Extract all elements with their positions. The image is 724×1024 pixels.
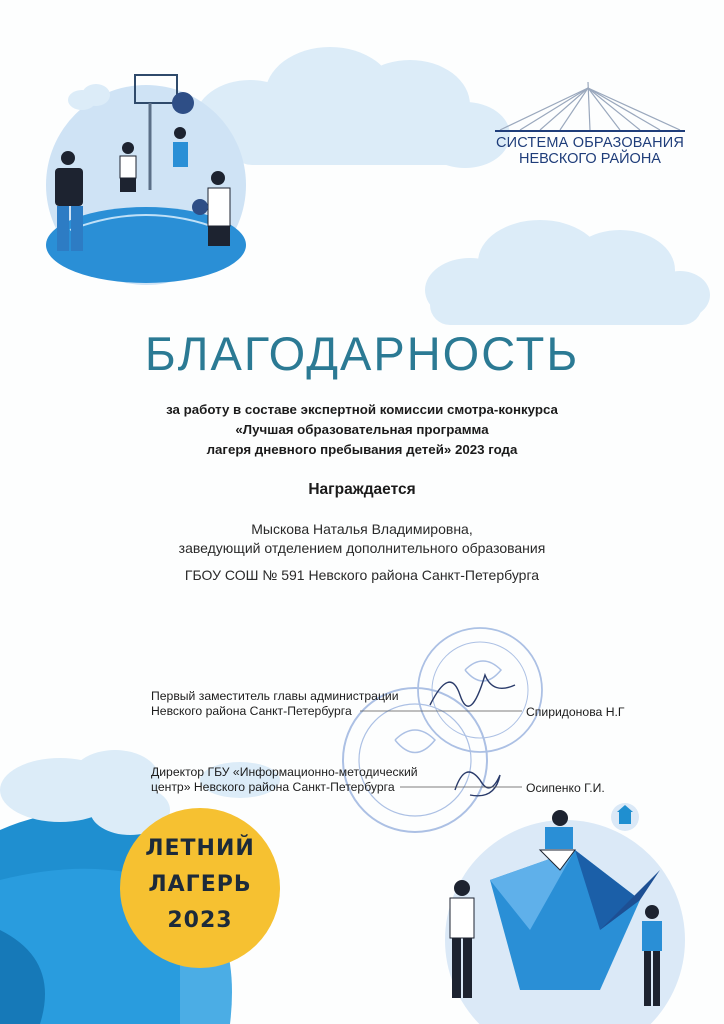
recipient-name: Мыскова Наталья Владимировна, xyxy=(251,521,473,537)
bridge-logo-icon xyxy=(495,82,685,131)
awarded-label: Награждается xyxy=(308,481,416,498)
origami-scene-illustration xyxy=(445,803,685,1024)
reason-line-2: «Лучшая образовательная программа xyxy=(235,422,489,437)
logo-title-line1: СИСТЕМА ОБРАЗОВАНИЯ xyxy=(495,135,685,151)
recipient-position: заведующий отделением дополнительного образования xyxy=(178,540,546,556)
recipient-organization: ГБОУ СОШ № 591 Невского района Санкт-Петербурга xyxy=(184,567,540,583)
reason-line-3: лагеря дневного пребывания детей» 2023 года xyxy=(206,442,518,457)
logo-title-line2: НЕВСКОГО РАЙОНА xyxy=(519,151,661,167)
round-stamp xyxy=(343,628,542,832)
page-title: БЛАГОДАРНОСТЬ xyxy=(144,327,580,380)
top-cloud-icon xyxy=(195,47,510,168)
signature-2 xyxy=(455,772,500,796)
signature-1 xyxy=(430,675,515,706)
signature-block-2-title xyxy=(151,765,418,795)
right-cloud-icon xyxy=(425,220,710,325)
signature-block-1-title xyxy=(151,689,399,719)
signature-2-title-line1: Директор ГБУ «Информационно-методический xyxy=(151,765,418,779)
camp-badge-year: 2023 xyxy=(167,908,233,933)
signature-1-title-line1: Первый заместитель главы администрации xyxy=(151,689,399,703)
signature-1-name: Спиридонова Н.Г xyxy=(526,705,625,719)
signature-2-name: Осипенко Г.И. xyxy=(526,781,605,795)
camp-badge-line2: ЛАГЕРЬ xyxy=(148,872,252,897)
camp-badge-line1: ЛЕТНИЙ xyxy=(145,836,255,861)
signature-2-title-line2: центр» Невского района Санкт-Петербурга xyxy=(151,780,395,794)
reason-line-1: за работу в составе экспертной комиссии смотра-конкурса xyxy=(166,402,558,417)
signature-1-title-line2: Невского района Санкт-Петербурга xyxy=(151,704,352,718)
